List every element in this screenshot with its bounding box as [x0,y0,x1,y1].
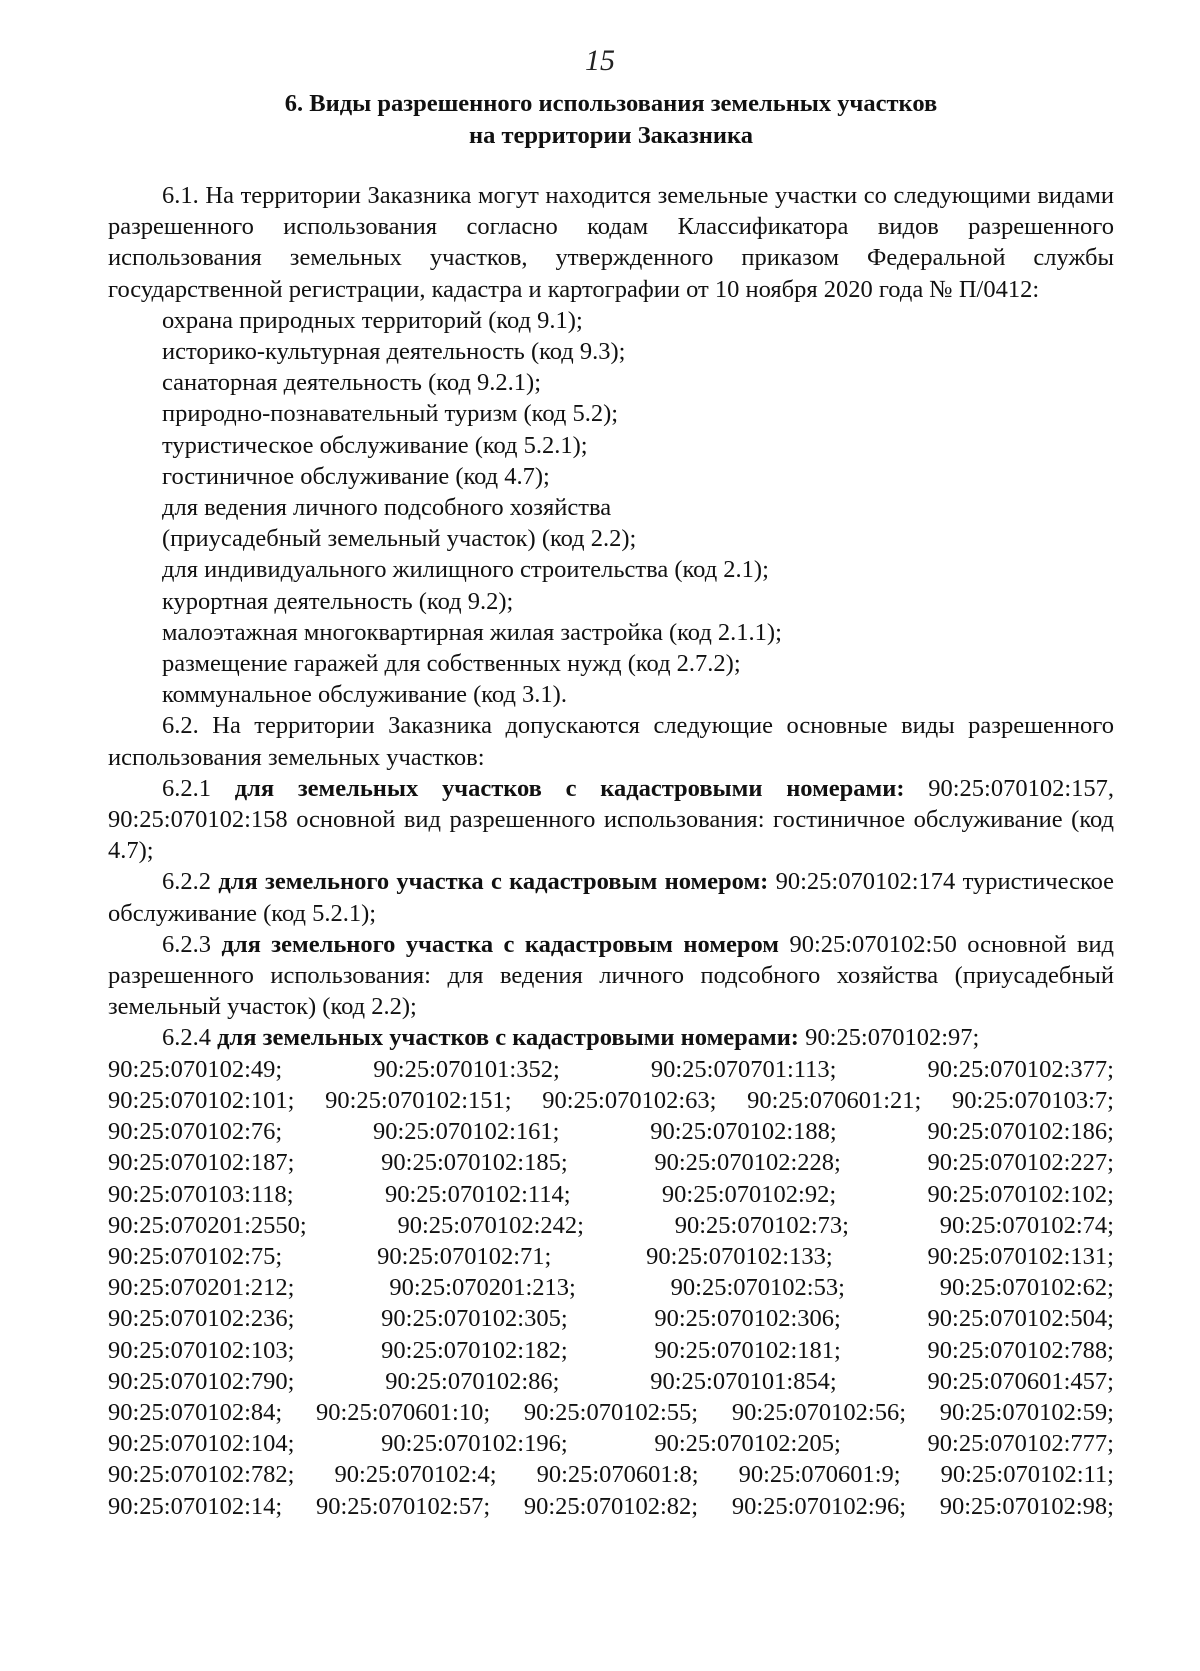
section-heading-line-2: на территории Заказника [469,122,753,149]
paragraph-6-2: 6.2. На территории Заказника допускаются следующие основные виды разрешенного использования земельных участков: [108,712,1114,771]
cadastral-number: 90:25:070102:4; [334,1461,497,1489]
cadastral-number: 90:25:070102:196; [381,1430,568,1458]
cadastral-number: 90:25:070102:790; [108,1367,295,1395]
cadastral-number-grid [108,1054,1114,1522]
cadastral-number: 90:25:070102:53; [670,1274,845,1302]
cadastral-row [108,1210,1114,1241]
cadastral-number: 90:25:070102:188; [650,1118,837,1146]
paragraph-6-2-2 [108,866,1114,928]
cadastral-number: 90:25:070102:151; [325,1086,512,1114]
cadastral-row [108,1147,1114,1178]
cadastral-number: 90:25:070102:103; [108,1336,295,1364]
document-body [108,180,1114,1522]
clause-lead: для земельных участков с кадастровыми номерами: [217,1024,799,1052]
cadastral-number: 90:25:070601:10; [315,1398,491,1426]
cadastral-number: 90:25:070102:377; [927,1055,1114,1083]
clause-lead: для земельных участков с кадастровыми номерами: [234,774,905,802]
cadastral-number: 90:25:070102:131; [927,1242,1114,1270]
cadastral-number: 90:25:070102:86; [385,1367,560,1395]
cadastral-number: 90:25:070102:104; [108,1430,295,1458]
cadastral-number: 90:25:070102:777; [927,1430,1114,1458]
paragraph-6-2-1 [108,773,1114,867]
cadastral-number: 90:25:070201:213; [389,1274,576,1302]
cadastral-number: 90:25:070103:7; [952,1086,1114,1114]
cadastral-number: 90:25:070102:76; [108,1118,283,1146]
cadastral-number: 90:25:070101:854; [650,1367,837,1395]
list-item: размещение гаражей для собственных нужд (код 2.7.2); [162,650,741,678]
cadastral-number: 90:25:070102:14; [108,1492,283,1520]
clause-number: 6.2.4 [162,1024,211,1052]
cadastral-row [108,1241,1114,1272]
cadastral-number: 90:25:070102:185; [381,1149,568,1177]
cadastral-number: 90:25:070201:2550; [108,1211,307,1239]
page-number: 15 [585,44,615,77]
cadastral-row [108,1116,1114,1147]
cadastral-number: 90:25:070102:11; [940,1461,1114,1489]
cadastral-number: 90:25:070102:84; [108,1398,283,1426]
permitted-use-list [108,305,1114,711]
list-item: коммунальное обслуживание (код 3.1). [162,681,567,709]
cadastral-number: 90:25:070102:181; [654,1336,841,1364]
cadastral-number: 90:25:070103:118; [108,1180,294,1208]
cadastral-number: 90:25:070601:21; [747,1086,922,1114]
list-item: для индивидуального жилищного строительства (код 2.1); [162,556,769,584]
cadastral-number: 90:25:070102:55; [523,1398,699,1426]
clause-text: 90:25:070102:174 туристическое обслуживание (код 5.2.1); [108,868,1115,927]
cadastral-number: 90:25:070102:74; [939,1211,1114,1239]
cadastral-number: 90:25:070601:9; [738,1461,901,1489]
cadastral-number: 90:25:070102:236; [108,1305,295,1333]
list-item: для ведения личного подсобного хозяйства [162,494,612,522]
list-item: историко-культурная деятельность (код 9.3); [162,338,626,366]
section-heading-line-1: 6. Виды разрешенного использования земельных участков [284,90,938,117]
clause-lead: для земельного участка с кадастровым номером [221,930,779,958]
list-item: природно-познавательный туризм (код 5.2); [162,400,619,428]
cadastral-number: 90:25:070102:242; [397,1211,584,1239]
cadastral-row [108,1459,1114,1490]
cadastral-number: 90:25:070102:101; [108,1086,295,1114]
cadastral-number: 90:25:070102:63; [542,1086,717,1114]
cadastral-number: 90:25:070102:56; [731,1398,907,1426]
clause-text: 90:25:070102:50 основной вид разрешенного использования: для ведения личного подсобного хозяйства (приусадебный земельный участок) (код 2.2); [108,930,1115,1021]
list-item: охрана природных территорий (код 9.1); [162,306,583,334]
section-heading [108,88,1114,152]
list-item: туристическое обслуживание (код 5.2.1); [162,431,588,459]
cadastral-row [108,1272,1114,1303]
cadastral-number: 90:25:070102:102; [927,1180,1114,1208]
clause-text: 90:25:070102:97; [805,1024,980,1052]
cadastral-number: 90:25:070102:75; [108,1242,283,1270]
clause-number: 6.2.2 [162,868,211,896]
cadastral-number: 90:25:070102:788; [927,1336,1114,1364]
list-item: малоэтажная многоквартирная жилая застройка (код 2.1.1); [162,618,782,646]
cadastral-number: 90:25:070102:49; [108,1055,283,1083]
cadastral-number: 90:25:070102:306; [654,1305,841,1333]
cadastral-number: 90:25:070102:227; [927,1149,1114,1177]
cadastral-number: 90:25:070102:57; [315,1492,491,1520]
list-item: гостиничное обслуживание (код 4.7); [162,462,550,490]
list-item: (приусадебный земельный участок) (код 2.2); [162,525,637,553]
cadastral-number: 90:25:070102:114; [384,1180,571,1208]
cadastral-number: 90:25:070102:98; [939,1492,1114,1520]
cadastral-number: 90:25:070102:504; [927,1305,1114,1333]
cadastral-number: 90:25:070102:71; [377,1242,552,1270]
cadastral-number: 90:25:070102:62; [939,1274,1114,1302]
cadastral-number: 90:25:070201:212; [108,1274,295,1302]
clause-lead: для земельного участка с кадастровым номером: [218,868,769,896]
cadastral-row [108,1397,1114,1428]
cadastral-number: 90:25:070102:228; [654,1149,841,1177]
cadastral-number: 90:25:070102:782; [108,1461,295,1489]
cadastral-number: 90:25:070102:205; [654,1430,841,1458]
cadastral-row [108,1303,1114,1334]
cadastral-row [108,1428,1114,1459]
cadastral-number: 90:25:070102:73; [674,1211,849,1239]
cadastral-number: 90:25:070102:161; [373,1118,560,1146]
list-item: курортная деятельность (код 9.2); [162,587,514,615]
cadastral-number: 90:25:070102:133; [646,1242,833,1270]
cadastral-number: 90:25:070101:352; [373,1055,560,1083]
clause-text: 90:25:070102:157, 90:25:070102:158 основной вид разрешенного использования: гостиничное обслуживание (код 4.7); [108,774,1115,865]
cadastral-number: 90:25:070601:457; [927,1367,1114,1395]
cadastral-number: 90:25:070102:182; [381,1336,568,1364]
cadastral-row [108,1366,1114,1397]
cadastral-number: 90:25:070102:92; [661,1180,837,1208]
paragraph-6-2-3 [108,929,1114,1023]
cadastral-number: 90:25:070102:187; [108,1149,295,1177]
paragraph-6-1: 6.1. На территории Заказника могут находится земельные участки со следующими видами разрешенного использования согласно кодам Классификатора видов разрешенного использования земельных участков, утвержденного приказом Федеральной службы государственной регистрации, кадастра и картографии от 10 ноября 2020 года № П/0412: [108,182,1114,303]
cadastral-row [108,1179,1114,1210]
list-item: санаторная деятельность (код 9.2.1); [162,369,542,397]
cadastral-number: 90:25:070102:96; [731,1492,907,1520]
cadastral-row [108,1054,1114,1085]
cadastral-row [108,1491,1114,1522]
cadastral-number: 90:25:070102:59; [939,1398,1114,1426]
paragraph-6-2-4 [108,1022,1114,1053]
clause-number: 6.2.1 [162,774,211,802]
cadastral-number: 90:25:070701:113; [650,1055,837,1083]
cadastral-number: 90:25:070601:8; [536,1461,699,1489]
cadastral-number: 90:25:070102:305; [381,1305,568,1333]
cadastral-number: 90:25:070102:82; [523,1492,699,1520]
cadastral-row [108,1085,1114,1116]
cadastral-row [108,1335,1114,1366]
clause-number: 6.2.3 [162,930,211,958]
cadastral-number: 90:25:070102:186; [927,1118,1114,1146]
